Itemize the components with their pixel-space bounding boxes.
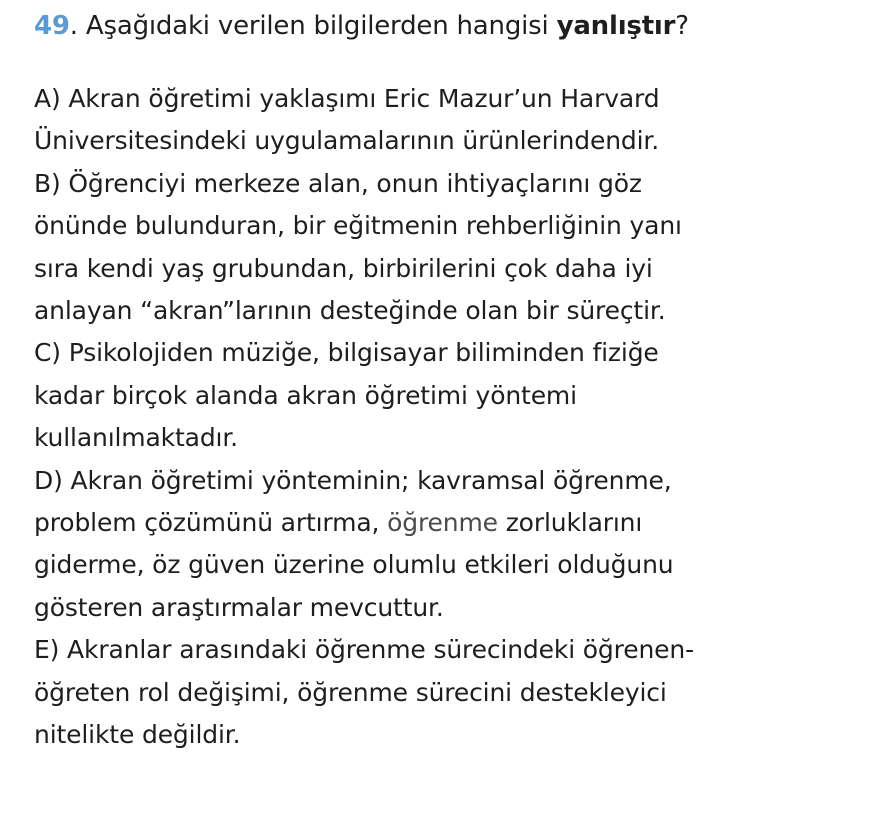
option-d-line-2-start: problem çözümünü artırma, <box>34 508 388 538</box>
option-d-line-4: gösteren araştırmalar mevcuttur. <box>34 592 444 622</box>
option-b[interactable] <box>34 163 852 333</box>
option-e-line-1: E) Akranlar arasındaki öğrenme sürecindeki öğrenen- <box>34 635 694 665</box>
option-b-line-3: sıra kendi yaş grubundan, birbirilerini çok daha iyi <box>34 253 653 283</box>
question-emphasis: yanlıştır <box>556 11 676 41</box>
options-list <box>34 78 852 757</box>
option-c-line-3: kullanılmaktadır. <box>34 423 238 453</box>
option-d-line-2-end: zorluklarını <box>497 508 643 538</box>
question-number: 49 <box>34 11 70 41</box>
option-e-line-3: nitelikte değildir. <box>34 720 241 750</box>
option-a-line-1: A) Akran öğretimi yaklaşımı Eric Mazur’un Harvard <box>34 84 660 113</box>
option-d[interactable] <box>34 460 852 630</box>
option-b-line-4: anlayan “akran”larının desteğinde olan bir süreçtir. <box>34 296 666 326</box>
option-c-line-1: C) Psikolojiden müziğe, bilgisayar biliminden fiziğe <box>34 338 659 368</box>
option-c[interactable] <box>34 332 852 459</box>
option-a[interactable] <box>34 78 852 163</box>
option-e-line-2: öğreten rol değişimi, öğrenme sürecini destekleyici <box>34 677 667 707</box>
question-mark: ? <box>675 11 689 41</box>
option-e[interactable] <box>34 629 852 756</box>
option-d-line-3: giderme, öz güven üzerine olumlu etkileri olduğunu <box>34 550 674 580</box>
option-a-line-2: Üniversitesindeki uygulamalarının ürünlerindendir. <box>34 126 660 156</box>
option-d-line-1: D) Akran öğretimi yönteminin; kavramsal öğrenme, <box>34 465 672 495</box>
option-d-line-2 <box>34 502 852 544</box>
option-b-line-2: önünde bulunduran, bir eğitmenin rehberliğinin yanı <box>34 211 682 241</box>
question-stem <box>34 4 852 48</box>
option-b-line-1: B) Öğrenciyi merkeze alan, onun ihtiyaçlarını göz <box>34 168 642 198</box>
option-d-line-2-light: öğrenme <box>387 508 498 538</box>
option-c-line-2: kadar birçok alanda akran öğretimi yöntemi <box>34 380 577 410</box>
question-text: . Aşağıdaki verilen bilgilerden hangisi <box>69 11 557 41</box>
